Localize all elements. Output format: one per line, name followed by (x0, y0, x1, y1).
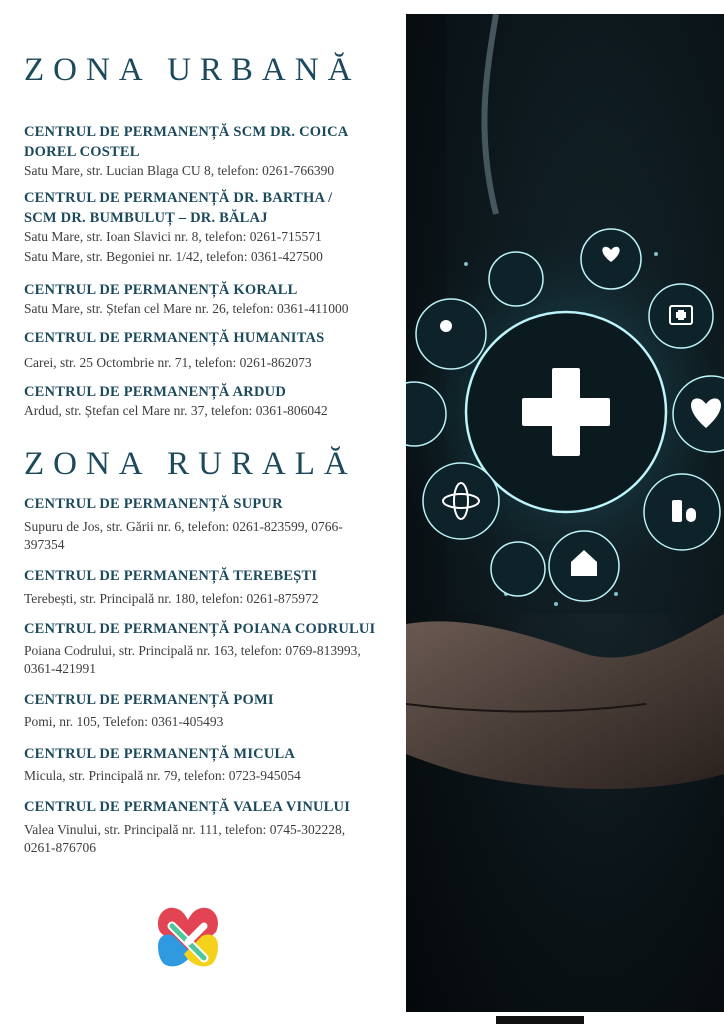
center-address: Satu Mare, str. Ioan Slavici nr. 8, telefon: 0261-715571 (24, 229, 322, 244)
urban-entry (24, 122, 404, 180)
center-address: Poiana Codrului, str. Principală nr. 163, telefon: 0769-813993, (24, 643, 361, 658)
center-address: Satu Mare, str. Lucian Blaga CU 8, telefon: 0261-766390 (24, 163, 335, 178)
center-address: Terebești, str. Principală nr. 180, telefon: 0261-875972 (24, 591, 319, 606)
heart-brain-icon (491, 542, 545, 596)
rural-entry (24, 494, 404, 554)
rural-entry (24, 566, 404, 608)
person-care-icon (416, 299, 486, 369)
rural-zone-title: ZONA RURALĂ (24, 446, 357, 482)
hand (406, 614, 724, 789)
center-name: CENTRUL DE PERMANENȚĂ HUMANITAS (24, 330, 325, 346)
brain-icon (489, 252, 543, 306)
center-address: Satu Mare, str. Begoniei nr. 1/42, telefon: 0361-427500 (24, 249, 323, 264)
organization-logo (152, 902, 224, 974)
center-address: 0261-876706 (24, 840, 96, 855)
urban-entry (24, 188, 404, 266)
center-address: Ardud, str. Ștefan cel Mare nr. 37, telefon: 0361-806042 (24, 403, 328, 418)
center-name: CENTRUL DE PERMANENȚĂ KORALL (24, 282, 298, 298)
center-name: CENTRUL DE PERMANENȚĂ SCM DR. COICA DOREL COSTEL (24, 124, 349, 160)
urban-entry (24, 280, 404, 318)
center-name: CENTRUL DE PERMANENȚĂ MICULA (24, 746, 296, 762)
center-name: CENTRUL DE PERMANENȚĂ SUPUR (24, 496, 283, 512)
rural-entry (24, 619, 404, 678)
urban-zone-title: ZONA URBANĂ (24, 52, 361, 88)
center-address: Pomi, nr. 105, Telefon: 0361-405493 (24, 714, 224, 729)
center-name: CENTRUL DE PERMANENȚĂ VALEA VINULUI (24, 799, 351, 815)
center-address: Carei, str. 25 Octombrie nr. 71, telefon: 0261-862073 (24, 355, 312, 370)
center-name: CENTRUL DE PERMANENȚĂ DR. BARTHA / SCM DR. BUMBULUȚ – DR. BĂLAJ (24, 190, 333, 226)
center-name: CENTRUL DE PERMANENȚĂ TEREBEȘTI (24, 568, 318, 584)
hero-medical-image (406, 14, 724, 1012)
center-address: Micula, str. Principală nr. 79, telefon: 0723-945054 (24, 768, 301, 783)
urban-entry (24, 328, 404, 372)
center-name: CENTRUL DE PERMANENȚĂ ARDUD (24, 384, 286, 400)
bottom-bar (496, 1016, 584, 1024)
center-address: Satu Mare, str. Ștefan cel Mare nr. 26, telefon: 0361-411000 (24, 301, 349, 316)
atom-icon (423, 463, 499, 539)
center-address: Supuru de Jos, str. Gării nr. 6, telefon: 0261-823599, 0766- (24, 519, 343, 534)
center-address: 397354 (24, 537, 65, 552)
center-address: Valea Vinului, str. Principală nr. 111, telefon: 0745-302228, (24, 822, 346, 837)
center-name: CENTRUL DE PERMANENȚĂ POMI (24, 692, 274, 708)
rural-entry (24, 744, 404, 785)
rural-entry (24, 690, 404, 731)
center-address: 0361-421991 (24, 661, 96, 676)
center-name: CENTRUL DE PERMANENȚĂ POIANA CODRULUI (24, 621, 376, 637)
urban-entry (24, 382, 404, 420)
rural-entry (24, 797, 404, 857)
